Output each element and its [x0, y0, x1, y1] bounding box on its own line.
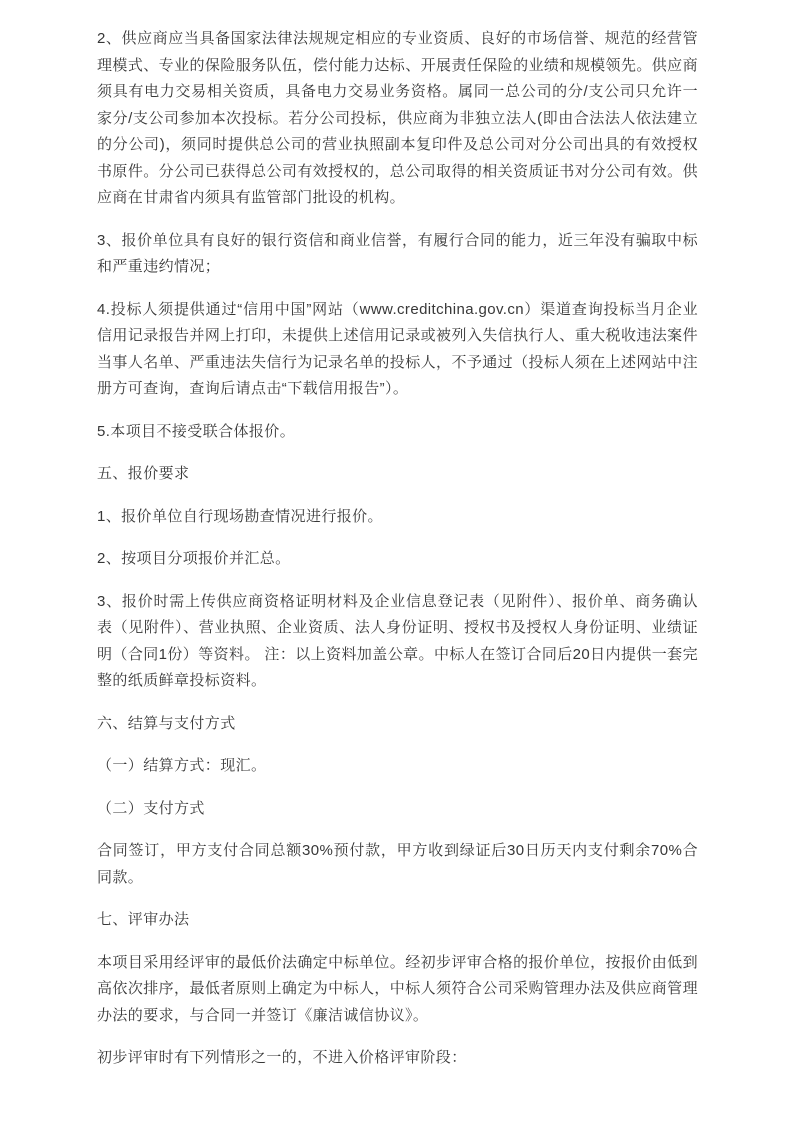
clause-credit-reputation: 3、报价单位具有良好的银行资信和商业信誉，有履行合同的能力，近三年没有骗取中标和严重违约情况；	[97, 231, 698, 275]
clause-payment-terms: 合同签订，甲方支付合同总额30%预付款，甲方收到绿证后30日历天内支付剩余70%合同款。	[97, 842, 698, 886]
section-heading-settlement-payment: 六、结算与支付方式	[97, 714, 236, 732]
clause-itemized-quotation: 2、按项目分项报价并汇总。	[97, 550, 291, 567]
clause-payment-method: （二）支付方式	[97, 799, 205, 817]
clause-no-consortium: 5.本项目不接受联合体报价。	[97, 422, 296, 440]
clause-preliminary-review-intro: 初步评审时有下列情形之一的，不进入价格评审阶段：	[97, 1049, 467, 1066]
clause-supplier-qualification: 2、供应商应当具备国家法律法规规定相应的专业资质、良好的市场信誉、规范的经营管理模式、专业的保险服务队伍，偿付能力达标、开展责任保险的业绩和规模领先。供应商须具有电力交易相关资质，具备电力交易业务资格。属同一总公司的分/支公司只允许一家分/支公司参加本次投标。若分公司投标，供应商为非独立法人(即由合法法人依法建立的分公司)，须同时提供总公司的营业执照副本复印件及总公司对分公司出具的有效授权书原件。分公司已获得总公司有效授权的，总公司取得的相关资质证书对分公司有效。供应商在甘肃省内须具有监管部门批设的机构。	[97, 30, 698, 206]
document-content	[97, 26, 698, 1088]
section-heading-evaluation-method: 七、评审办法	[97, 911, 190, 928]
section-heading-quotation-requirements: 五、报价要求	[97, 465, 190, 482]
clause-lowest-price-evaluation: 本项目采用经评审的最低价法确定中标单位。经初步评审合格的报价单位，按报价由低到高依次排序，最低者原则上确定为中标人，中标人须符合公司采购管理办法及供应商管理办法的要求，与合同一并签订《廉洁诚信协议》。	[97, 953, 698, 1024]
clause-settlement-method: （一）结算方式：现汇。	[97, 757, 267, 774]
clause-site-survey: 1、报价单位自行现场勘查情况进行报价。	[97, 507, 383, 525]
clause-credit-china-check: 4.投标人须提供通过“信用中国”网站（www.creditchina.gov.cn）渠道查询投标当月企业信用记录报告并网上打印，未提供上述信用记录或被列入失信执行人、重大税收违法案件当事人名单、严重违法失信行为记录名单的投标人，不予通过（投标人须在上述网站中注册方可查询，查询后请点击“下载信用报告”）。	[97, 300, 698, 397]
clause-upload-materials: 3、报价时需上传供应商资格证明材料及企业信息登记表（见附件）、报价单、商务确认表（见附件）、营业执照、企业资质、法人身份证明、授权书及授权人身份证明、业绩证明（合同1份）等资料。 注：以上资料加盖公章。中标人在签订合同后20日内提供一套完整的纸质鲜章投标资料。	[97, 592, 698, 689]
